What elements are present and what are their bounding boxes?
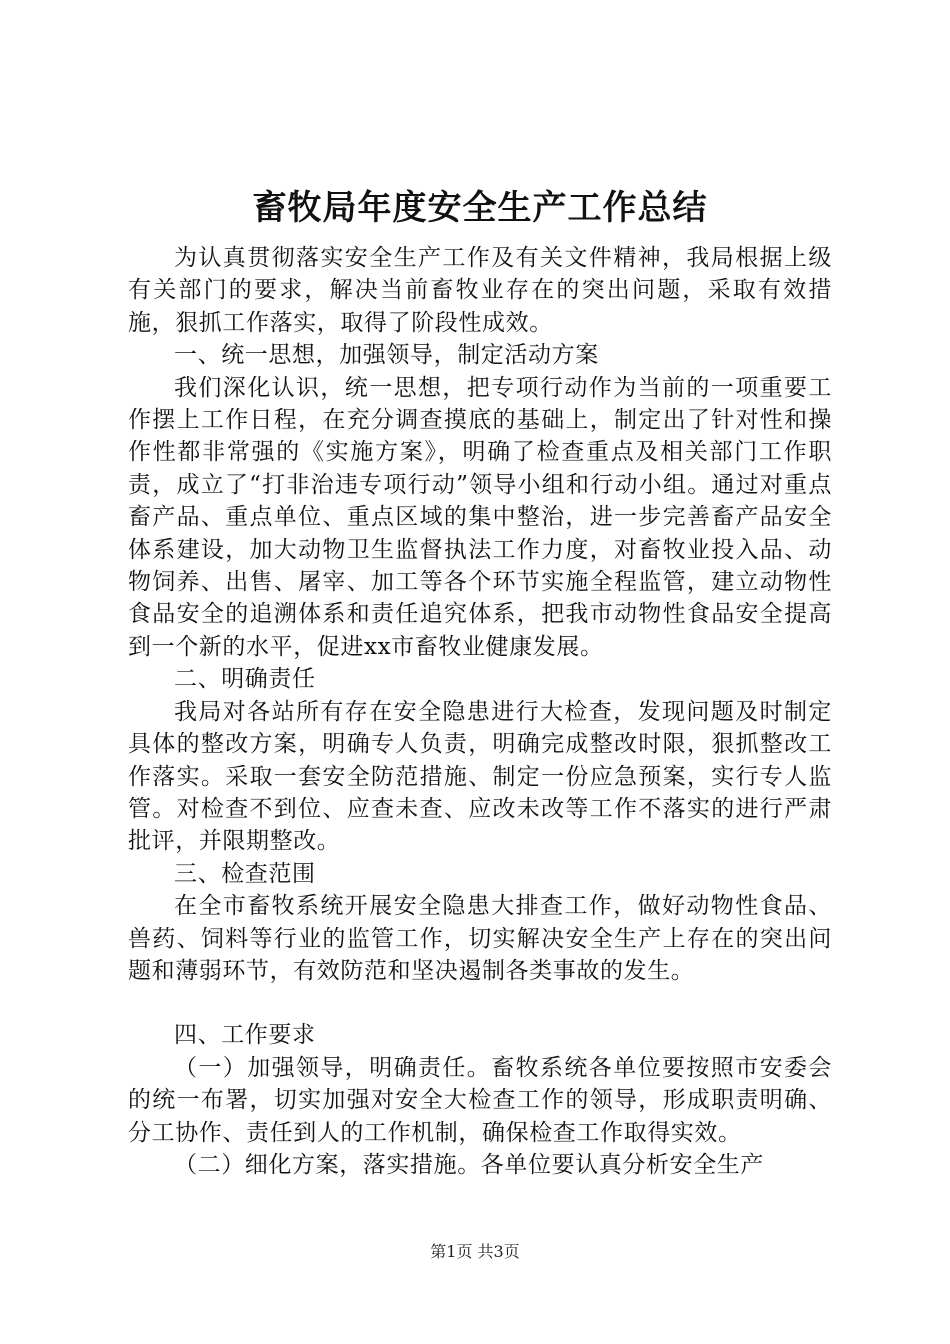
requirement-2-paragraph: （二）细化方案，落实措施。各单位要认真分析安全生产: [174, 1151, 764, 1178]
section-3-paragraph: 在全市畜牧系统开展安全隐患大排查工作，做好动物性食品、兽药、饲料等行业的监管工作，切实解决安全生产上存在的突出问题和薄弱环节，有效防范和坚决遏制各类事故的发生。: [128, 893, 832, 984]
section-heading-4: 四、工作要求: [174, 1022, 316, 1049]
section-heading-2: 二、明确责任: [174, 666, 316, 693]
section-heading-1: 一、统一思想，加强领导，制定活动方案: [174, 342, 599, 369]
section-heading-3: 三、检查范围: [174, 860, 316, 887]
intro-paragraph: 为认真贯彻落实安全生产工作及有关文件精神，我局根据上级有关部门的要求，解决当前畜牧业存在的突出问题，采取有效措施，狠抓工作落实，取得了阶段性成效。: [128, 245, 832, 336]
page-number-footer: 第1页 共3页: [430, 1242, 520, 1261]
section-2-paragraph: 我局对各站所有存在安全隐患进行大检查，发现问题及时制定具体的整改方案，明确专人负责，明确完成整改时限，狠抓整改工作落实。采取一套安全防范措施、制定一份应急预案，实行专人监管。对检查不到位、应查未查、应改未改等工作不落实的进行严肃批评，并限期整改。: [128, 698, 832, 855]
requirement-1-paragraph: （一）加强领导，明确责任。畜牧系统各单位要按照市安委会的统一布署，切实加强对安全大检查工作的领导，形成职责明确、分工协作、责任到人的工作机制，确保检查工作取得实效。: [128, 1054, 832, 1146]
document-title: 畜牧局年度安全生产工作总结: [252, 188, 708, 228]
section-1-paragraph: 我们深化认识，统一思想，把专项行动作为当前的一项重要工作摆上工作日程，在充分调查摸底的基础上，制定出了针对性和操作性都非常强的《实施方案》，明确了检查重点及相关部门工作职责，成立了“打非治违专项行动”领导小组和行动小组。通过对重点畜产品、重点单位、重点区域的集中整治，进一步完善畜产品安全体系建设，加大动物卫生监督执法工作力度，对畜牧业投入品、动物饲养、出售、屠宰、加工等各个环节实施全程监管，建立动物性食品安全的追溯体系和责任追究体系，把我市动物性食品安全提高到一个新的水平，促进xx市畜牧业健康发展。: [128, 374, 832, 660]
document-page: [128, 184, 832, 1181]
paragraph-gap: [128, 987, 832, 1019]
